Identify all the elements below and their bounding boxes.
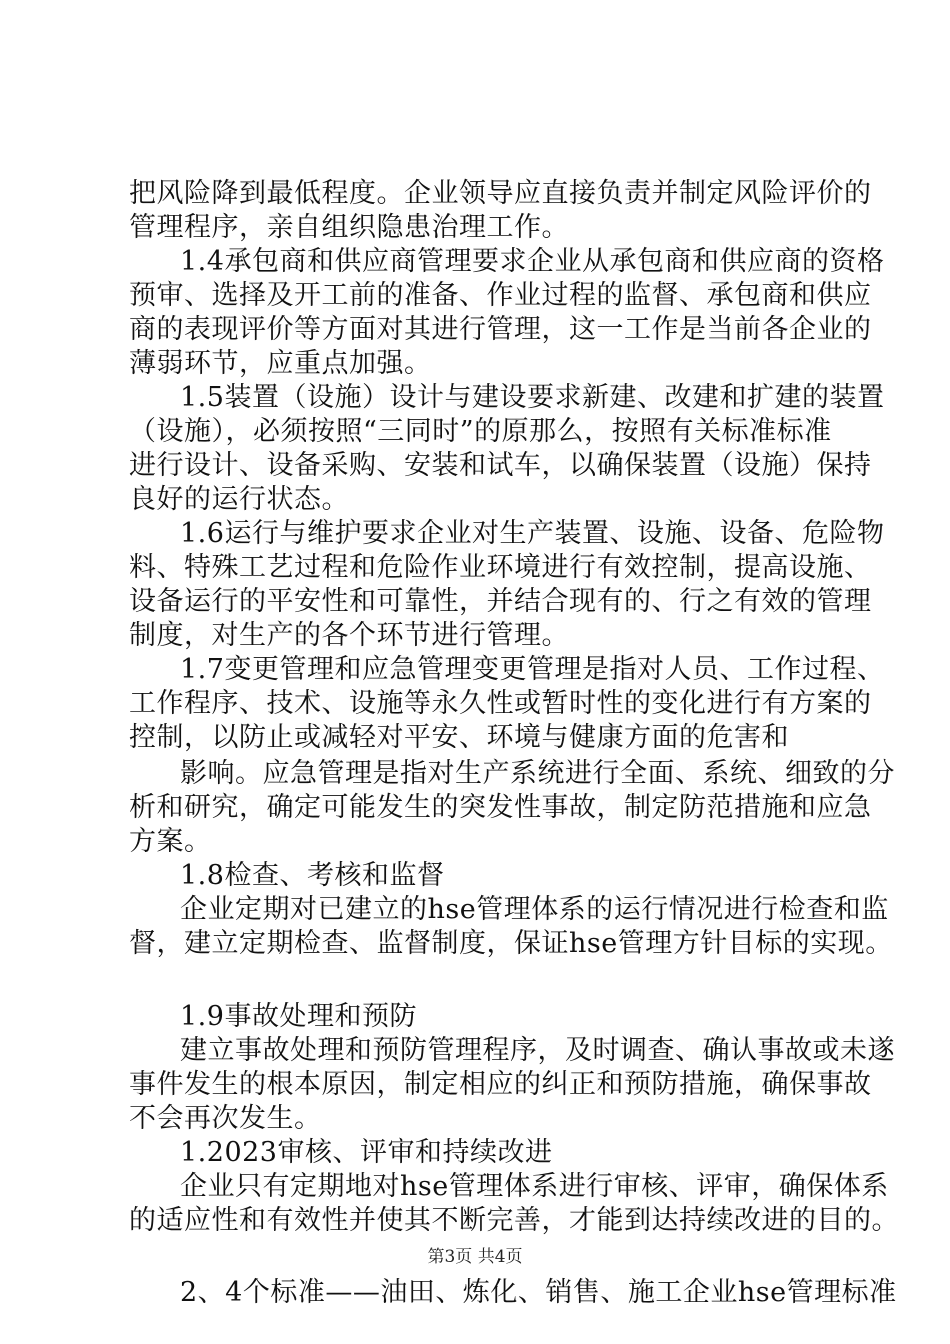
text-line: 良好的运行状态。 [129, 484, 349, 515]
text-line: 1.7变更管理和应急管理变更管理是指对人员、工作过程、 [180, 654, 885, 685]
text-line: 预审、选择及开工前的准备、作业过程的监督、承包商和供应 [129, 280, 872, 311]
text-line: 督，建立定期检查、监督制度，保证hse管理方针目标的实现。 [129, 928, 893, 959]
text-line: 进行设计、设备采购、安装和试车，以确保装置（设施）保持 [129, 450, 872, 481]
text-line: 制度，对生产的各个环节进行管理。 [129, 620, 569, 651]
text-line: 不会再次发生。 [129, 1103, 322, 1134]
section-heading: 1.9事故处理和预防 [180, 1001, 417, 1032]
text-line: 方案。 [129, 826, 212, 857]
text-line: 1.4承包商和供应商管理要求企业从承包商和供应商的资格 [180, 246, 885, 277]
text-line: 影响。应急管理是指对生产系统进行全面、系统、细致的分 [180, 758, 895, 789]
text-line: 控制，以防止或减轻对平安、环境与健康方面的危害和 [129, 722, 789, 753]
text-line: 把风险降到最低程度。企业领导应直接负责并制定风险评价的 [129, 178, 872, 209]
page-number: 第3页 共4页 [427, 1247, 523, 1267]
text-line: 建立事故处理和预防管理程序，及时调查、确认事故或未遂 [180, 1035, 895, 1066]
text-line: 工作程序、技术、设施等永久性或暂时性的变化进行有方案的 [129, 688, 872, 719]
section-heading: 1.8检查、考核和监督 [180, 860, 445, 891]
text-line: 薄弱环节，应重点加强。 [129, 348, 432, 379]
text-line: （设施），必须按照“三同时”的原那么，按照有关标准标准 [129, 416, 832, 447]
text-line: 1.6运行与维护要求企业对生产装置、设施、设备、危险物 [180, 518, 885, 549]
text-line: 1.5装置（设施）设计与建设要求新建、改建和扩建的装置 [180, 382, 885, 413]
section-heading: 2、4个标准——油田、炼化、销售、施工企业hse管理标准 [180, 1277, 897, 1308]
text-line: 企业只有定期地对hse管理体系进行审核、评审，确保体系 [180, 1171, 889, 1202]
text-line: 设备运行的平安性和可靠性，并结合现有的、行之有效的管理 [129, 586, 872, 617]
text-line: 管理程序，亲自组织隐患治理工作。 [129, 212, 569, 243]
text-line: 析和研究，确定可能发生的突发性事故，制定防范措施和应急 [129, 792, 872, 823]
section-heading: 1.2023审核、评审和持续改进 [180, 1137, 553, 1168]
text-line: 事件发生的根本原因，制定相应的纠正和预防措施，确保事故 [129, 1069, 872, 1100]
text-line: 的适应性和有效性并使其不断完善，才能到达持续改进的目的。 [129, 1205, 899, 1236]
text-line: 商的表现评价等方面对其进行管理，这一工作是当前各企业的 [129, 314, 872, 345]
text-line: 料、特殊工艺过程和危险作业环境进行有效控制，提高设施、 [129, 552, 872, 583]
text-line: 企业定期对已建立的hse管理体系的运行情况进行检查和监 [180, 894, 889, 925]
